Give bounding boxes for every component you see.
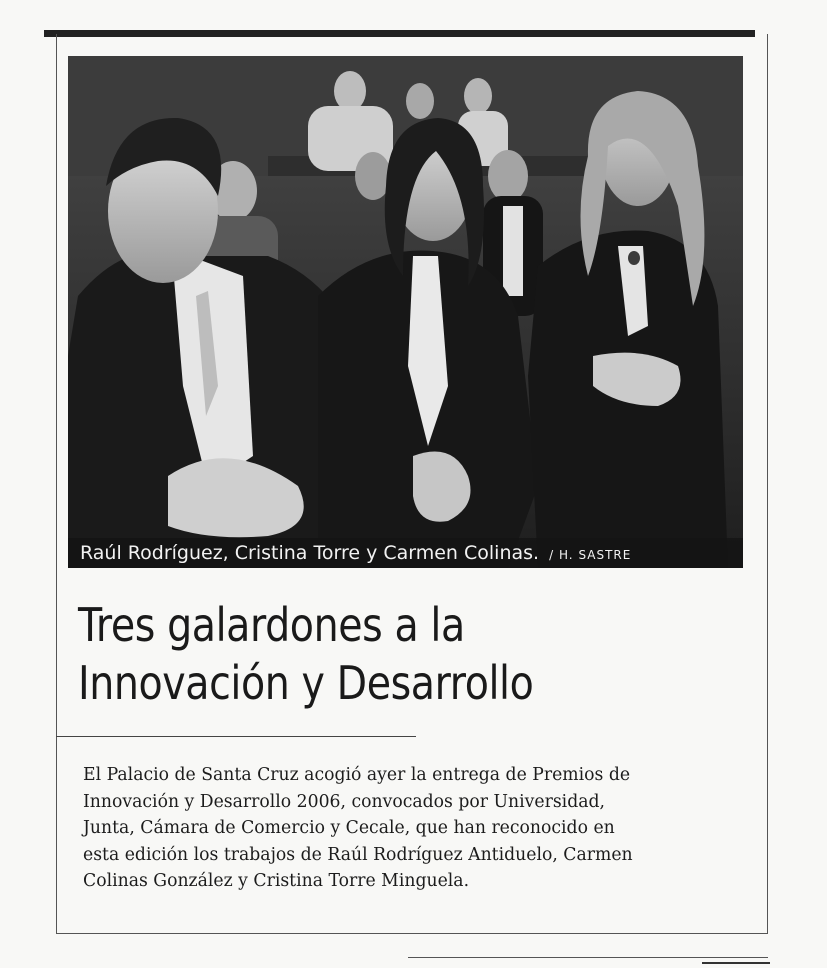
headline-divider xyxy=(56,736,416,737)
body-line: Junta, Cámara de Comercio y Cecale, que han reconocido en xyxy=(83,818,615,838)
article-photo xyxy=(68,56,743,568)
caption-text: Raúl Rodríguez, Cristina Torre y Carmen Colinas. xyxy=(80,542,540,564)
headline-line-1: Tres galardones a la xyxy=(78,598,465,652)
photo-illustration xyxy=(68,56,743,568)
photo-credit: / H. SASTRE xyxy=(549,548,632,562)
bottom-rule-short xyxy=(702,962,770,964)
headline-line-2: Innovación y Desarrollo xyxy=(78,656,534,710)
body-line: Colinas González y Cristina Torre Minguela. xyxy=(83,871,470,891)
bottom-rule xyxy=(408,957,768,958)
photo-caption xyxy=(68,538,743,568)
headline xyxy=(78,596,663,712)
body-line: Innovación y Desarrollo 2006, convocados por Universidad, xyxy=(83,791,606,812)
body-line: El Palacio de Santa Cruz acogió ayer la entrega de Premios de xyxy=(83,765,631,785)
body-line: esta edición los trabajos de Raúl Rodríguez Antiduelo, Carmen xyxy=(83,844,633,865)
article-body xyxy=(83,762,745,895)
